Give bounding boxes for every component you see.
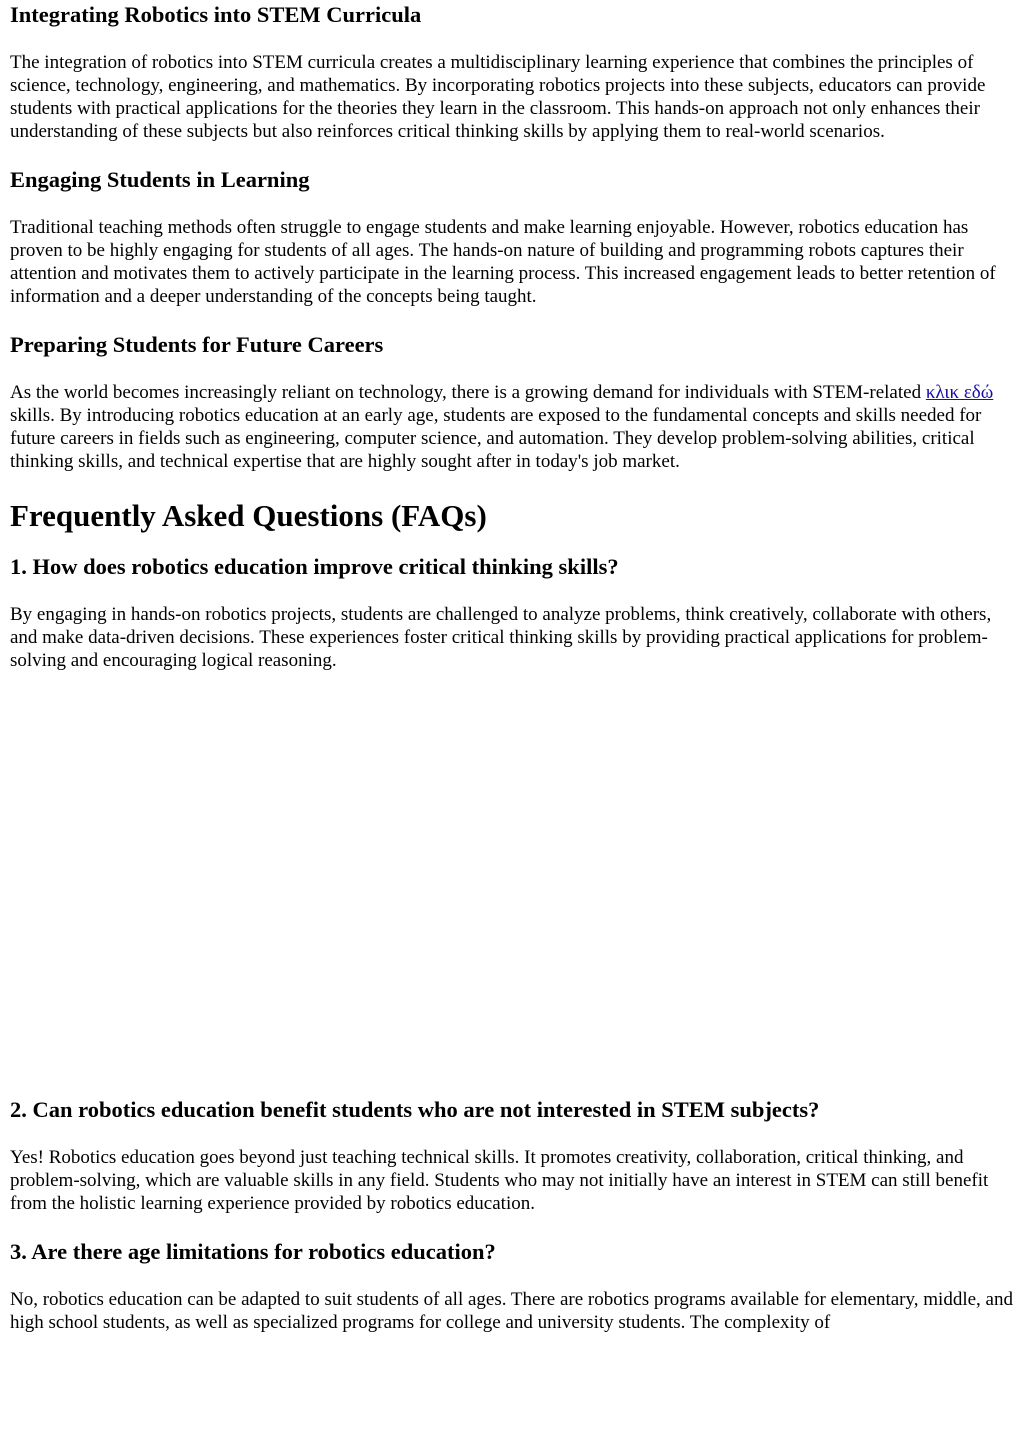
faq-answer: No, robotics education can be adapted to suit students of all ages. There are robotics programs available for elementary, middle, and high school students, as well as specialized programs for college and university students. The complexity of	[10, 1289, 1013, 1333]
paragraph-text: As the world becomes increasingly reliant on technology, there is a growing demand for individuals with STEM-related	[10, 382, 926, 403]
faq-title: Frequently Asked Questions (FAQs)	[10, 498, 487, 533]
faq-question: 3. Are there age limitations for robotics education?	[10, 1239, 496, 1264]
faq-answer: Yes! Robotics education goes beyond just teaching technical skills. It promotes creativity, collaboration, critical thinking, and problem-solving, which are valuable skills in any field. Students who may not initially have an interest in STEM can still benefit from the holistic learning experience provided by robotics education.	[10, 1147, 989, 1214]
section-heading: Preparing Students for Future Careers	[10, 332, 384, 357]
inline-link[interactable]: κλικ εδώ	[925, 382, 994, 403]
paragraph-text: skills. By introducing robotics education at an early age, students are exposed to the fundamental concepts and skills needed for future careers in fields such as engineering, computer science, and automation. They develop problem-solving abilities, critical thinking skills, and technical expertise that are highly sought after in today's job market.	[10, 405, 982, 472]
section-paragraph	[10, 381, 1014, 473]
blank-space	[10, 672, 1014, 1096]
faq-answer: By engaging in hands-on robotics projects, students are challenged to analyze problems, think creatively, collaborate with others, and make data-driven decisions. These experiences foster critical thinking skills by providing practical applications for problem-solving and encouraging logical reasoning.	[10, 604, 992, 671]
section-heading: Engaging Students in Learning	[10, 167, 310, 192]
faq-question: 2. Can robotics education benefit students who are not interested in STEM subjects?	[10, 1097, 820, 1122]
article	[0, 1, 1024, 1334]
section-heading: Integrating Robotics into STEM Curricula	[10, 2, 422, 27]
section-paragraph: The integration of robotics into STEM curricula creates a multidisciplinary learning experience that combines the principles of science, technology, engineering, and mathematics. By incorporating robotics projects into these subjects, educators can provide students with practical applications for the theories they learn in the classroom. This hands-on approach not only enhances their understanding of these subjects but also reinforces critical thinking skills by applying them to real-world scenarios.	[10, 52, 986, 142]
faq-question: 1. How does robotics education improve critical thinking skills?	[10, 554, 619, 579]
section-paragraph: Traditional teaching methods often struggle to engage students and make learning enjoyable. However, robotics education has proven to be highly engaging for students of all ages. The hands-on nature of building and programming robots captures their attention and motivates them to actively participate in the learning process. This increased engagement leads to better retention of information and a deeper understanding of the concepts being taught.	[10, 217, 996, 307]
